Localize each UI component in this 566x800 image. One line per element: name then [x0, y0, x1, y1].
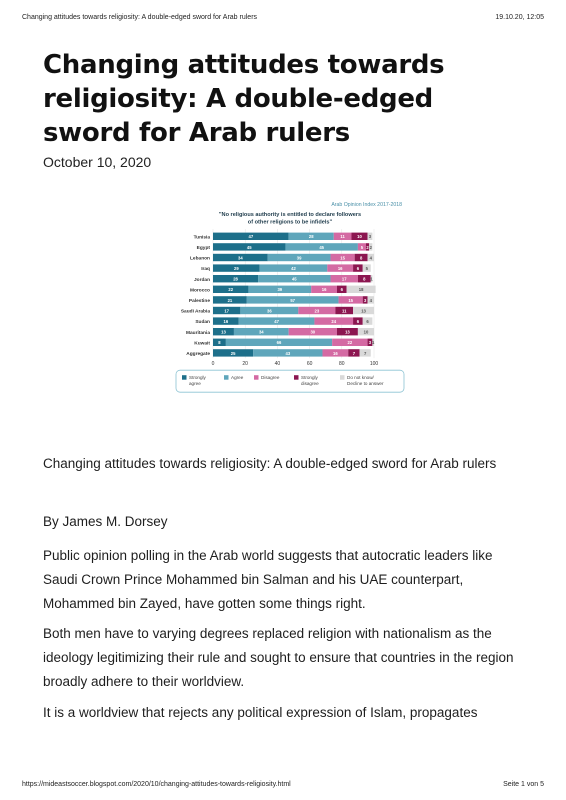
chart-x-tick-label: 80 [339, 361, 345, 368]
article-title: Changing attitudes towards religiosity: A double-edged sword for Arab rulers [43, 50, 445, 148]
article-paragraph: Both men have to varying degrees replaced religion with nationalism as the ideology legitimizing their rule and sought to ensure that countries in the region broadly adhere to their worldview. [43, 626, 514, 689]
chart-category-label: Lebanon [190, 256, 210, 262]
article-byline: By James M. Dorsey [43, 514, 168, 529]
chart-data-label: 6 [366, 319, 369, 324]
chart-data-label: 42 [291, 266, 296, 271]
article-paragraph: Public opinion polling in the Arab world suggests that autocratic leaders like Saudi Crown Prince Mohammed bin Salman and his UAE counterpart, Mohammed bin Zayed, have gotten some things right. [43, 548, 493, 611]
chart-data-label: 13 [345, 329, 350, 335]
chart-data-label: 57 [290, 297, 296, 303]
chart-legend-label: agree [189, 381, 201, 387]
chart-source: Arab Opinion Index 2017-2018 [331, 202, 402, 208]
chart-data-label: 17 [224, 308, 230, 314]
chart-legend-label: Strongly [189, 375, 206, 381]
chart-data-label: 39 [277, 287, 283, 293]
chart-x-tick-label: 0 [211, 361, 215, 368]
chart-category-label: Aggregate [186, 352, 210, 357]
chart-data-label: 43 [285, 350, 291, 356]
chart-title-line-2: of other religions to be infidels" [247, 219, 333, 226]
chart-data-label: 1 [372, 340, 375, 346]
chart-data-label: 8 [218, 340, 221, 346]
chart-data-label: 25 [230, 350, 236, 356]
chart-x-tick-label: 40 [274, 361, 281, 368]
chart-data-label: 16 [337, 266, 343, 271]
chart-data-label: 11 [341, 308, 347, 314]
chart-data-label: 10 [363, 329, 369, 335]
chart-legend-label: Do not know/ [347, 375, 374, 381]
chart-category-label: Sudan [195, 320, 210, 326]
chart-data-label: 2 [369, 244, 372, 250]
chart-data-label: 45 [246, 244, 252, 250]
chart-category-label: Palestine [188, 299, 210, 304]
chart-data-label: 22 [228, 287, 234, 293]
chart-data-label: 24 [331, 319, 337, 324]
chart-data-label: 47 [248, 234, 254, 240]
article-date: October 10, 2020 [43, 154, 152, 170]
chart-legend-swatch [294, 375, 299, 380]
print-footer [22, 781, 544, 793]
chart-data-label: 45 [319, 244, 325, 250]
chart-data-label: 23 [314, 308, 320, 314]
chart-data-label: 6 [356, 266, 360, 271]
chart-data-label: 29 [234, 266, 239, 271]
chart-x-tick-label: 100 [369, 361, 379, 368]
chart-figure [170, 198, 410, 403]
chart-data-label: 5 [365, 266, 368, 271]
chart-legend-swatch [340, 375, 345, 380]
chart-category-label: Iraq [201, 267, 210, 273]
chart-legend-label: Strongly [301, 375, 318, 381]
chart-x-tick-label: 20 [242, 361, 248, 368]
chart-data-label: 3 [368, 234, 372, 240]
chart-data-label: 66 [276, 340, 282, 346]
chart-data-label: 16 [321, 287, 327, 293]
chart-data-label: 5 [360, 244, 364, 250]
chart-data-label: 15 [340, 255, 345, 261]
chart-data-label: 16 [333, 350, 338, 356]
chart-data-label: 4 [369, 255, 372, 261]
chart-category-label: Saudi Arabia [180, 309, 210, 315]
chart-data-label: 6 [340, 287, 343, 293]
chart-legend-label: Disagree [261, 375, 280, 381]
chart-data-label: 4 [369, 297, 372, 303]
chart-legend-swatch [254, 375, 259, 380]
chart-data-label: 30 [310, 329, 316, 335]
chart-data-label: 34 [258, 329, 264, 335]
chart-data-label: 7 [363, 350, 367, 356]
chart-data-label: 8 [363, 276, 366, 282]
chart-legend-label: Agree [231, 375, 244, 381]
article-paragraph-intro: Changing attitudes towards religiosity: A double-edged sword for Arab rulers [43, 456, 497, 471]
chart-category-label: Jordan [194, 277, 210, 283]
chart-data-label: 22 [347, 340, 353, 346]
chart-data-label: 18 [358, 287, 364, 293]
chart-category-label: Kuwait [194, 341, 210, 347]
chart-data-label: 3 [368, 340, 372, 346]
chart-legend-label: Decline to answer [347, 381, 384, 387]
chart-x-tick-label: 60 [306, 361, 313, 368]
chart-data-label: 10 [357, 234, 362, 240]
chart-category-label: Mauritania [186, 330, 210, 336]
chart-data-label: 36 [267, 308, 272, 314]
chart-legend-swatch [182, 375, 187, 380]
chart-data-label: 6 [356, 319, 360, 324]
chart-data-label: 28 [308, 234, 314, 240]
chart-legend-swatch [224, 375, 229, 380]
chart-data-label: 16 [223, 319, 229, 324]
chart-data-label: 8 [359, 255, 363, 261]
chart-data-label: 28 [233, 276, 238, 282]
chart-data-label: 21 [227, 297, 233, 303]
chart-category-label: Tunisia [193, 235, 210, 241]
chart-data-label: 47 [274, 319, 279, 324]
chart-data-label: 13 [361, 308, 366, 314]
article-paragraph: It is a worldview that rejects any political expression of Islam, propagates [43, 705, 478, 720]
chart-data-label: 1 [370, 276, 373, 282]
chart-data-label: 7 [352, 350, 356, 356]
chart-data-label: 17 [341, 276, 347, 282]
print-footer-page: Seite 1 von 5 [503, 781, 544, 788]
chart-data-label: 39 [296, 255, 302, 261]
chart-data-label: 34 [238, 255, 243, 261]
chart-data-label: 11 [340, 234, 345, 240]
chart-data-label: 13 [221, 329, 226, 335]
chart-data-label: 15 [348, 297, 353, 303]
chart-legend-label: disagree [301, 381, 319, 387]
chart-category-label: Egypt [196, 246, 210, 251]
chart-data-label: 45 [291, 276, 297, 282]
print-header [22, 14, 544, 26]
chart-data-label: 3 [363, 297, 367, 303]
chart-data-label: 2 [366, 244, 369, 250]
chart-category-label: Morocco [190, 288, 210, 294]
stacked-bar-chart [170, 198, 410, 403]
print-header-datetime: 19.10.20, 12:05 [495, 14, 544, 21]
print-footer-url: https://mideastsoccer.blogspot.com/2020/10/changing-attitudes-towards-religiosity.html [22, 781, 291, 788]
print-header-title: Changing attitudes towards religiosity: A double-edged sword for Arab rulers [22, 14, 258, 21]
chart-title-line-1: "No religious authority is entitled to declare followers [218, 212, 362, 218]
